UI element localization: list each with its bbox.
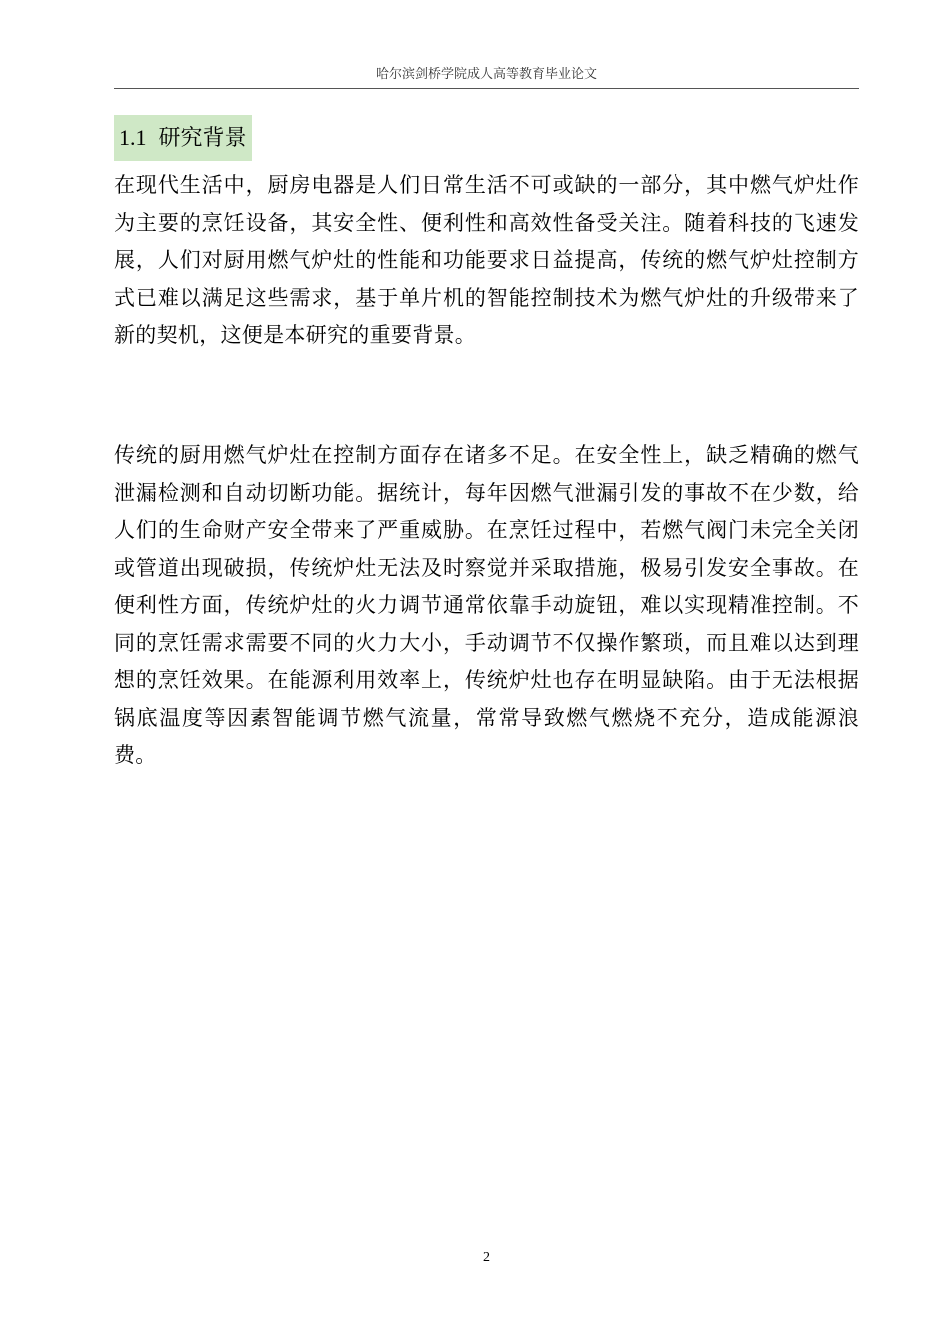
section-heading: [114, 115, 252, 161]
running-header: 哈尔滨剑桥学院成人高等教育毕业论文: [375, 67, 597, 82]
page-number: 2: [483, 1250, 490, 1265]
section-number: 1.1: [119, 125, 147, 150]
body-paragraph: 在现代生活中，厨房电器是人们日常生活不可或缺的一部分，其中燃气炉灶作为主要的烹饪设备，其安全性、便利性和高效性备受关注。随着科技的飞速发展，人们对厨用燃气炉灶的性能和功能要求日益提高，传统的燃气炉灶控制方式已难以满足这些需求，基于单片机的智能控制技术为燃气炉灶的升级带来了新的契机，这便是本研究的重要背景。: [114, 173, 859, 347]
header-divider: [114, 88, 859, 89]
body-paragraph: 传统的厨用燃气炉灶在控制方面存在诸多不足。在安全性上，缺乏精确的燃气泄漏检测和自动切断功能。据统计，每年因燃气泄漏引发的事故不在少数，给人们的生命财产安全带来了严重威胁。在烹饪过程中，若燃气阀门未完全关闭或管道出现破损，传统炉灶无法及时察觉并采取措施，极易引发安全事故。在便利性方面，传统炉灶的火力调节通常依靠手动旋钮，难以实现精准控制。不同的烹饪需求需要不同的火力大小，手动调节不仅操作繁琐，而且难以达到理想的烹饪效果。在能源利用效率上，传统炉灶也存在明显缺陷。由于无法根据锅底温度等因素智能调节燃气流量，常常导致燃气燃烧不充分，造成能源浪费。: [114, 443, 859, 767]
section-title: 研究背景: [158, 126, 247, 151]
